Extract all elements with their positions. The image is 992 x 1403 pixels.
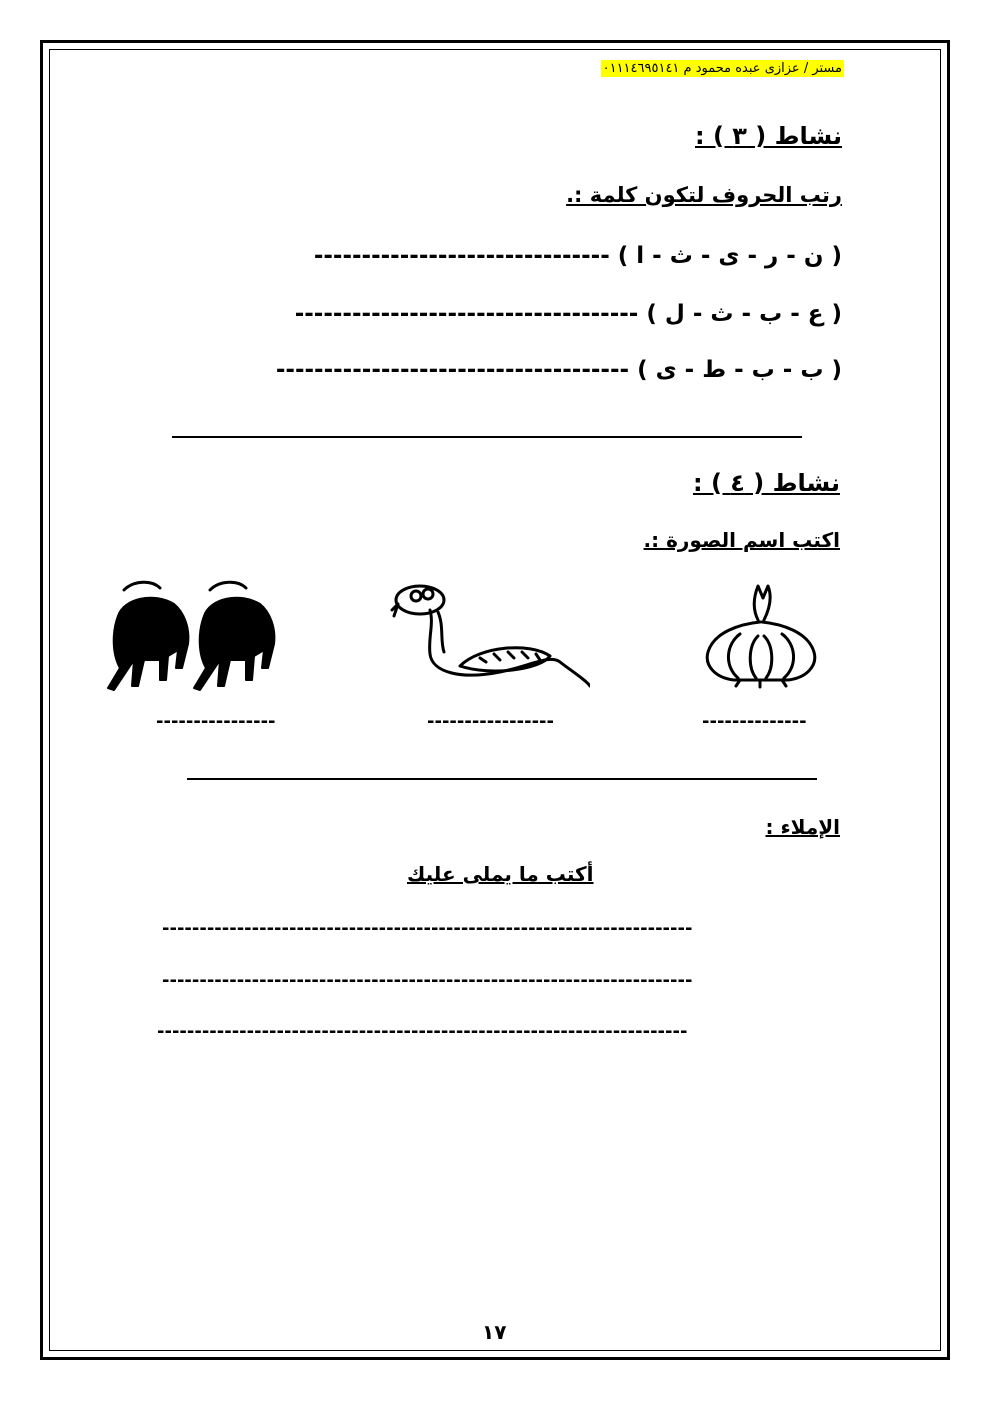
answer-blank: ------------------------------------ [294, 301, 639, 327]
page-number: ١٧ [482, 1320, 507, 1344]
picture-answer-blank-2: ----------------- [427, 711, 555, 732]
bulls-icon [104, 576, 282, 698]
answer-blank: ------------------------------- [313, 243, 610, 269]
activity3-instruction: رتب الحروف لتكون كلمة :. [566, 183, 842, 207]
picture-answer-blank-3: ---------------- [156, 711, 276, 732]
teacher-note: مستر / عزازى عبده محمود م ٠١١١٤٦٩٥١٤١ [602, 61, 842, 76]
dictation-line-3: ----------------------------------------------------------------------- [157, 1021, 688, 1042]
section-divider [172, 436, 802, 438]
activity4-instruction: اكتب اسم الصورة :. [643, 528, 840, 552]
dictation-line-2: ----------------------------------------------------------------------- [162, 970, 693, 991]
activity3-row-2 [295, 301, 842, 327]
activity3-row-3 [276, 357, 842, 383]
garlic-icon [700, 582, 822, 690]
letters: ( ن - ر - ى - ث - ا ) [617, 243, 842, 269]
snake-icon [390, 576, 590, 688]
answer-blank: ------------------------------------- [275, 357, 630, 383]
dictation-instruction: أكتب ما يملى عليك [407, 862, 594, 886]
activity4-title: نشاط ( ٤ ) : [693, 469, 840, 497]
dictation-title: الإملاء : [765, 815, 840, 839]
section-divider [187, 778, 817, 780]
letters: ( ب - ب - ط - ى ) [637, 357, 842, 383]
letters: ( ع - ب - ث - ل ) [646, 301, 842, 327]
activity3-row-1 [314, 243, 842, 269]
activity3-title: نشاط ( ٣ ) : [695, 122, 842, 150]
picture-answer-blank-1: -------------- [702, 711, 807, 732]
dictation-line-1: ----------------------------------------------------------------------- [162, 918, 693, 939]
